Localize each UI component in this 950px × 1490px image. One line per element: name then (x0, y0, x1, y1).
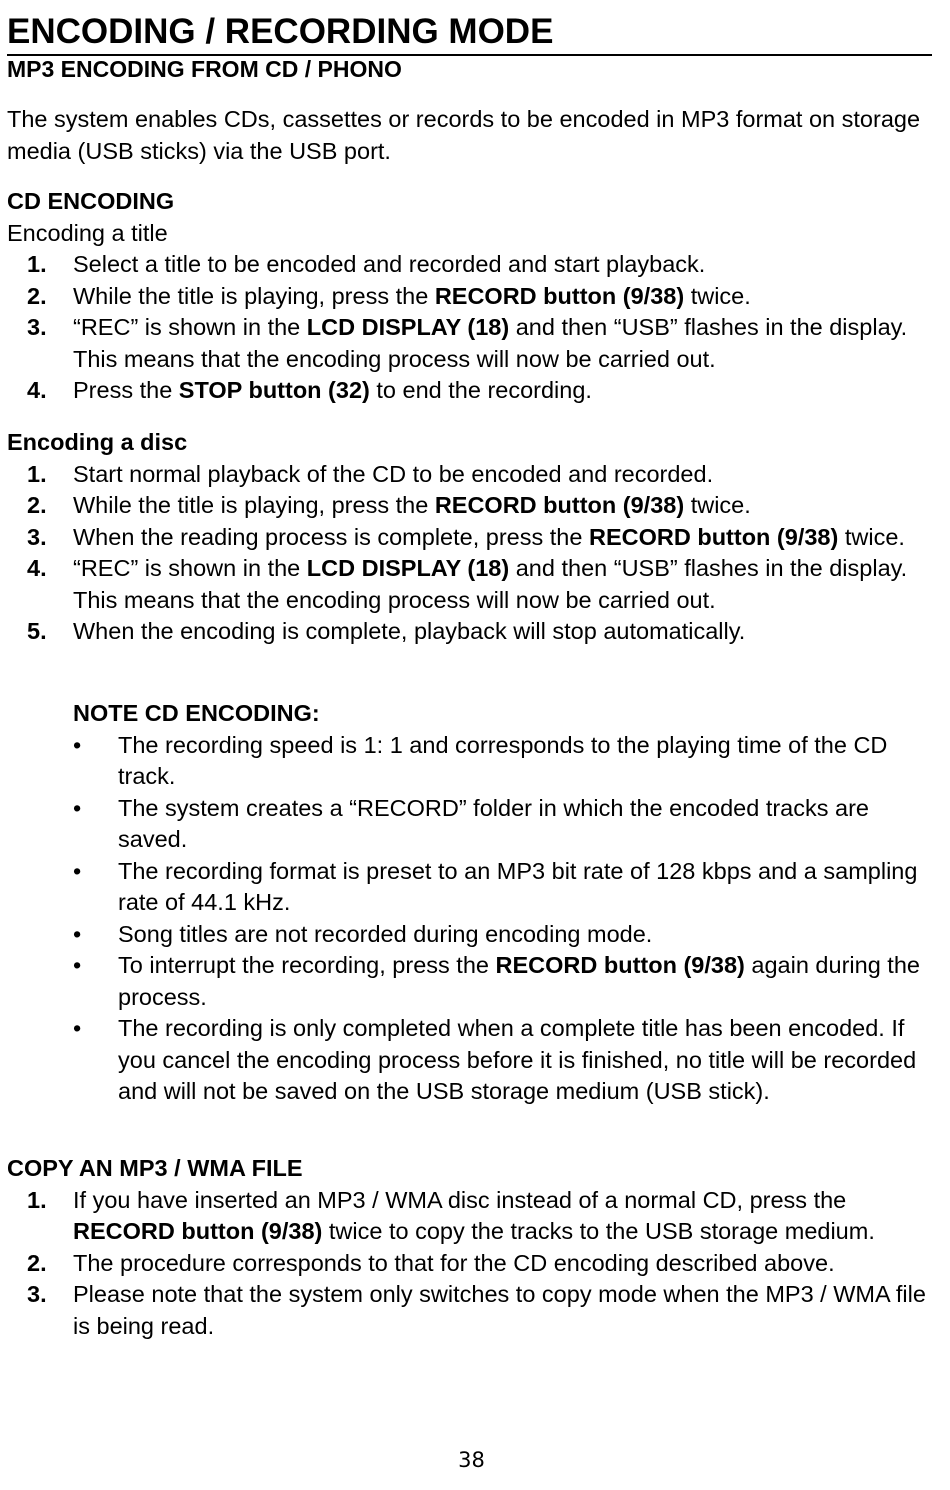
bullet-item (73, 1013, 937, 1108)
bold-reference: RECORD button (9/38) (434, 282, 685, 309)
bullet-item (73, 950, 937, 1013)
text: Please note that the system only switches to copy mode when the MP3 / WMA file is being read. (73, 1281, 926, 1339)
note-list (73, 730, 937, 1108)
intro-paragraph: The system enables CDs, cassettes or records to be encoded in MP3 format on storage media (USB sticks) via the USB port. (7, 106, 921, 164)
section-subtitle: MP3 ENCODING FROM CD / PHONO (7, 56, 402, 82)
text: Start normal playback of the CD to be encoded and recorded. (73, 460, 714, 487)
note-title: NOTE CD ENCODING: (73, 700, 320, 726)
text: While the title is playing, press the (73, 492, 435, 518)
bullet-icon: • (73, 920, 82, 947)
text: When the encoding is complete, playback will stop automatically. (73, 618, 746, 644)
bullet-item (73, 793, 937, 856)
bullet-icon: • (73, 794, 82, 821)
bullet-item (73, 856, 937, 919)
text: The procedure corresponds to that for the CD encoding described above. (73, 1249, 835, 1276)
text: Song titles are not recorded during encoding mode. (118, 920, 653, 947)
bold-reference: RECORD button (9/38) (434, 492, 685, 518)
text: and then “USB” flashes in the display. This means that the encoding process will now be carried out. (73, 555, 908, 613)
bullet-item (73, 919, 937, 951)
text: twice. (838, 523, 905, 550)
list-item (7, 616, 937, 648)
step-number: 4. (27, 377, 47, 403)
text: To interrupt the recording, press the (118, 952, 496, 978)
bold-reference: STOP button (32) (178, 377, 370, 403)
copy-heading: COPY AN MP3 / WMA FILE (7, 1155, 303, 1181)
text: While the title is playing, press the (73, 282, 435, 309)
step-number: 3. (27, 1281, 47, 1307)
copy-steps (7, 1185, 937, 1343)
page-title: ENCODING / RECORDING MODE (7, 10, 932, 56)
bullet-icon: • (73, 857, 82, 884)
bold-reference: RECORD button (9/38) (588, 523, 839, 550)
list-item (7, 1279, 937, 1342)
text: twice. (684, 282, 751, 309)
text: If you have inserted an MP3 / WMA disc instead of a normal CD, press the (73, 1186, 847, 1213)
list-item (7, 553, 937, 616)
step-number: 3. (27, 314, 47, 340)
list-item (7, 459, 937, 491)
text: Select a title to be encoded and recorded and start playback. (73, 251, 706, 277)
list-item (7, 1185, 937, 1248)
text: The system creates a “RECORD” folder in which the encoded tracks are saved. (118, 794, 869, 852)
note-section (7, 698, 937, 1108)
text: When the reading process is complete, press the (73, 523, 589, 550)
step-number: 2. (27, 492, 47, 518)
text: twice to copy the tracks to the USB storage medium. (322, 1218, 875, 1244)
bold-reference: LCD DISPLAY (18) (306, 314, 510, 340)
list-item (7, 490, 937, 522)
step-number: 1. (27, 1186, 47, 1213)
bullet-item (73, 730, 937, 793)
step-number: 2. (27, 1249, 47, 1276)
step-number: 5. (27, 618, 47, 644)
step-number: 1. (27, 251, 47, 277)
step-number: 2. (27, 282, 47, 309)
cd-encoding-section (7, 186, 937, 407)
text: The recording format is preset to an MP3 bit rate of 128 kbps and a sampling rate of 44.1 kHz. (118, 857, 918, 915)
text: The recording is only completed when a complete title has been encoded. If you cancel the encoding process before it is finished, no title will be recorded and will not be saved on the USB storage medium (USB stick). (118, 1015, 917, 1104)
list-item (7, 281, 937, 313)
text: “REC” is shown in the (73, 555, 307, 581)
bullet-icon: • (73, 1015, 82, 1041)
text: again during the process. (118, 952, 920, 1010)
encoding-disc-section (7, 427, 937, 648)
text: “REC” is shown in the (73, 314, 307, 340)
bold-reference: LCD DISPLAY (18) (306, 555, 510, 581)
list-item (7, 375, 937, 407)
encoding-title-steps (7, 249, 937, 407)
cd-encoding-heading: CD ENCODING (7, 188, 175, 214)
list-item (7, 249, 937, 281)
text: and then “USB” flashes in the display. This means that the encoding process will now be carried out. (73, 314, 908, 372)
encoding-disc-heading: Encoding a disc (7, 429, 188, 455)
text: Press the (73, 377, 179, 403)
bullet-icon: • (73, 731, 82, 758)
step-number: 3. (27, 523, 47, 550)
bold-reference: RECORD button (9/38) (495, 952, 745, 978)
list-item (7, 1248, 937, 1280)
text: twice. (684, 492, 751, 518)
page-number: 38 (458, 1448, 485, 1472)
list-item (7, 312, 937, 375)
step-number: 1. (27, 460, 47, 487)
copy-section (7, 1153, 937, 1342)
encoding-disc-steps (7, 459, 937, 648)
bullet-icon: • (73, 952, 82, 978)
text: The recording speed is 1: 1 and corresponds to the playing time of the CD track. (118, 731, 888, 789)
bold-reference: RECORD button (9/38) (73, 1218, 323, 1244)
text: to end the recording. (369, 377, 592, 403)
step-number: 4. (27, 555, 47, 581)
encoding-title-subheading: Encoding a title (7, 219, 168, 246)
list-item (7, 522, 937, 554)
